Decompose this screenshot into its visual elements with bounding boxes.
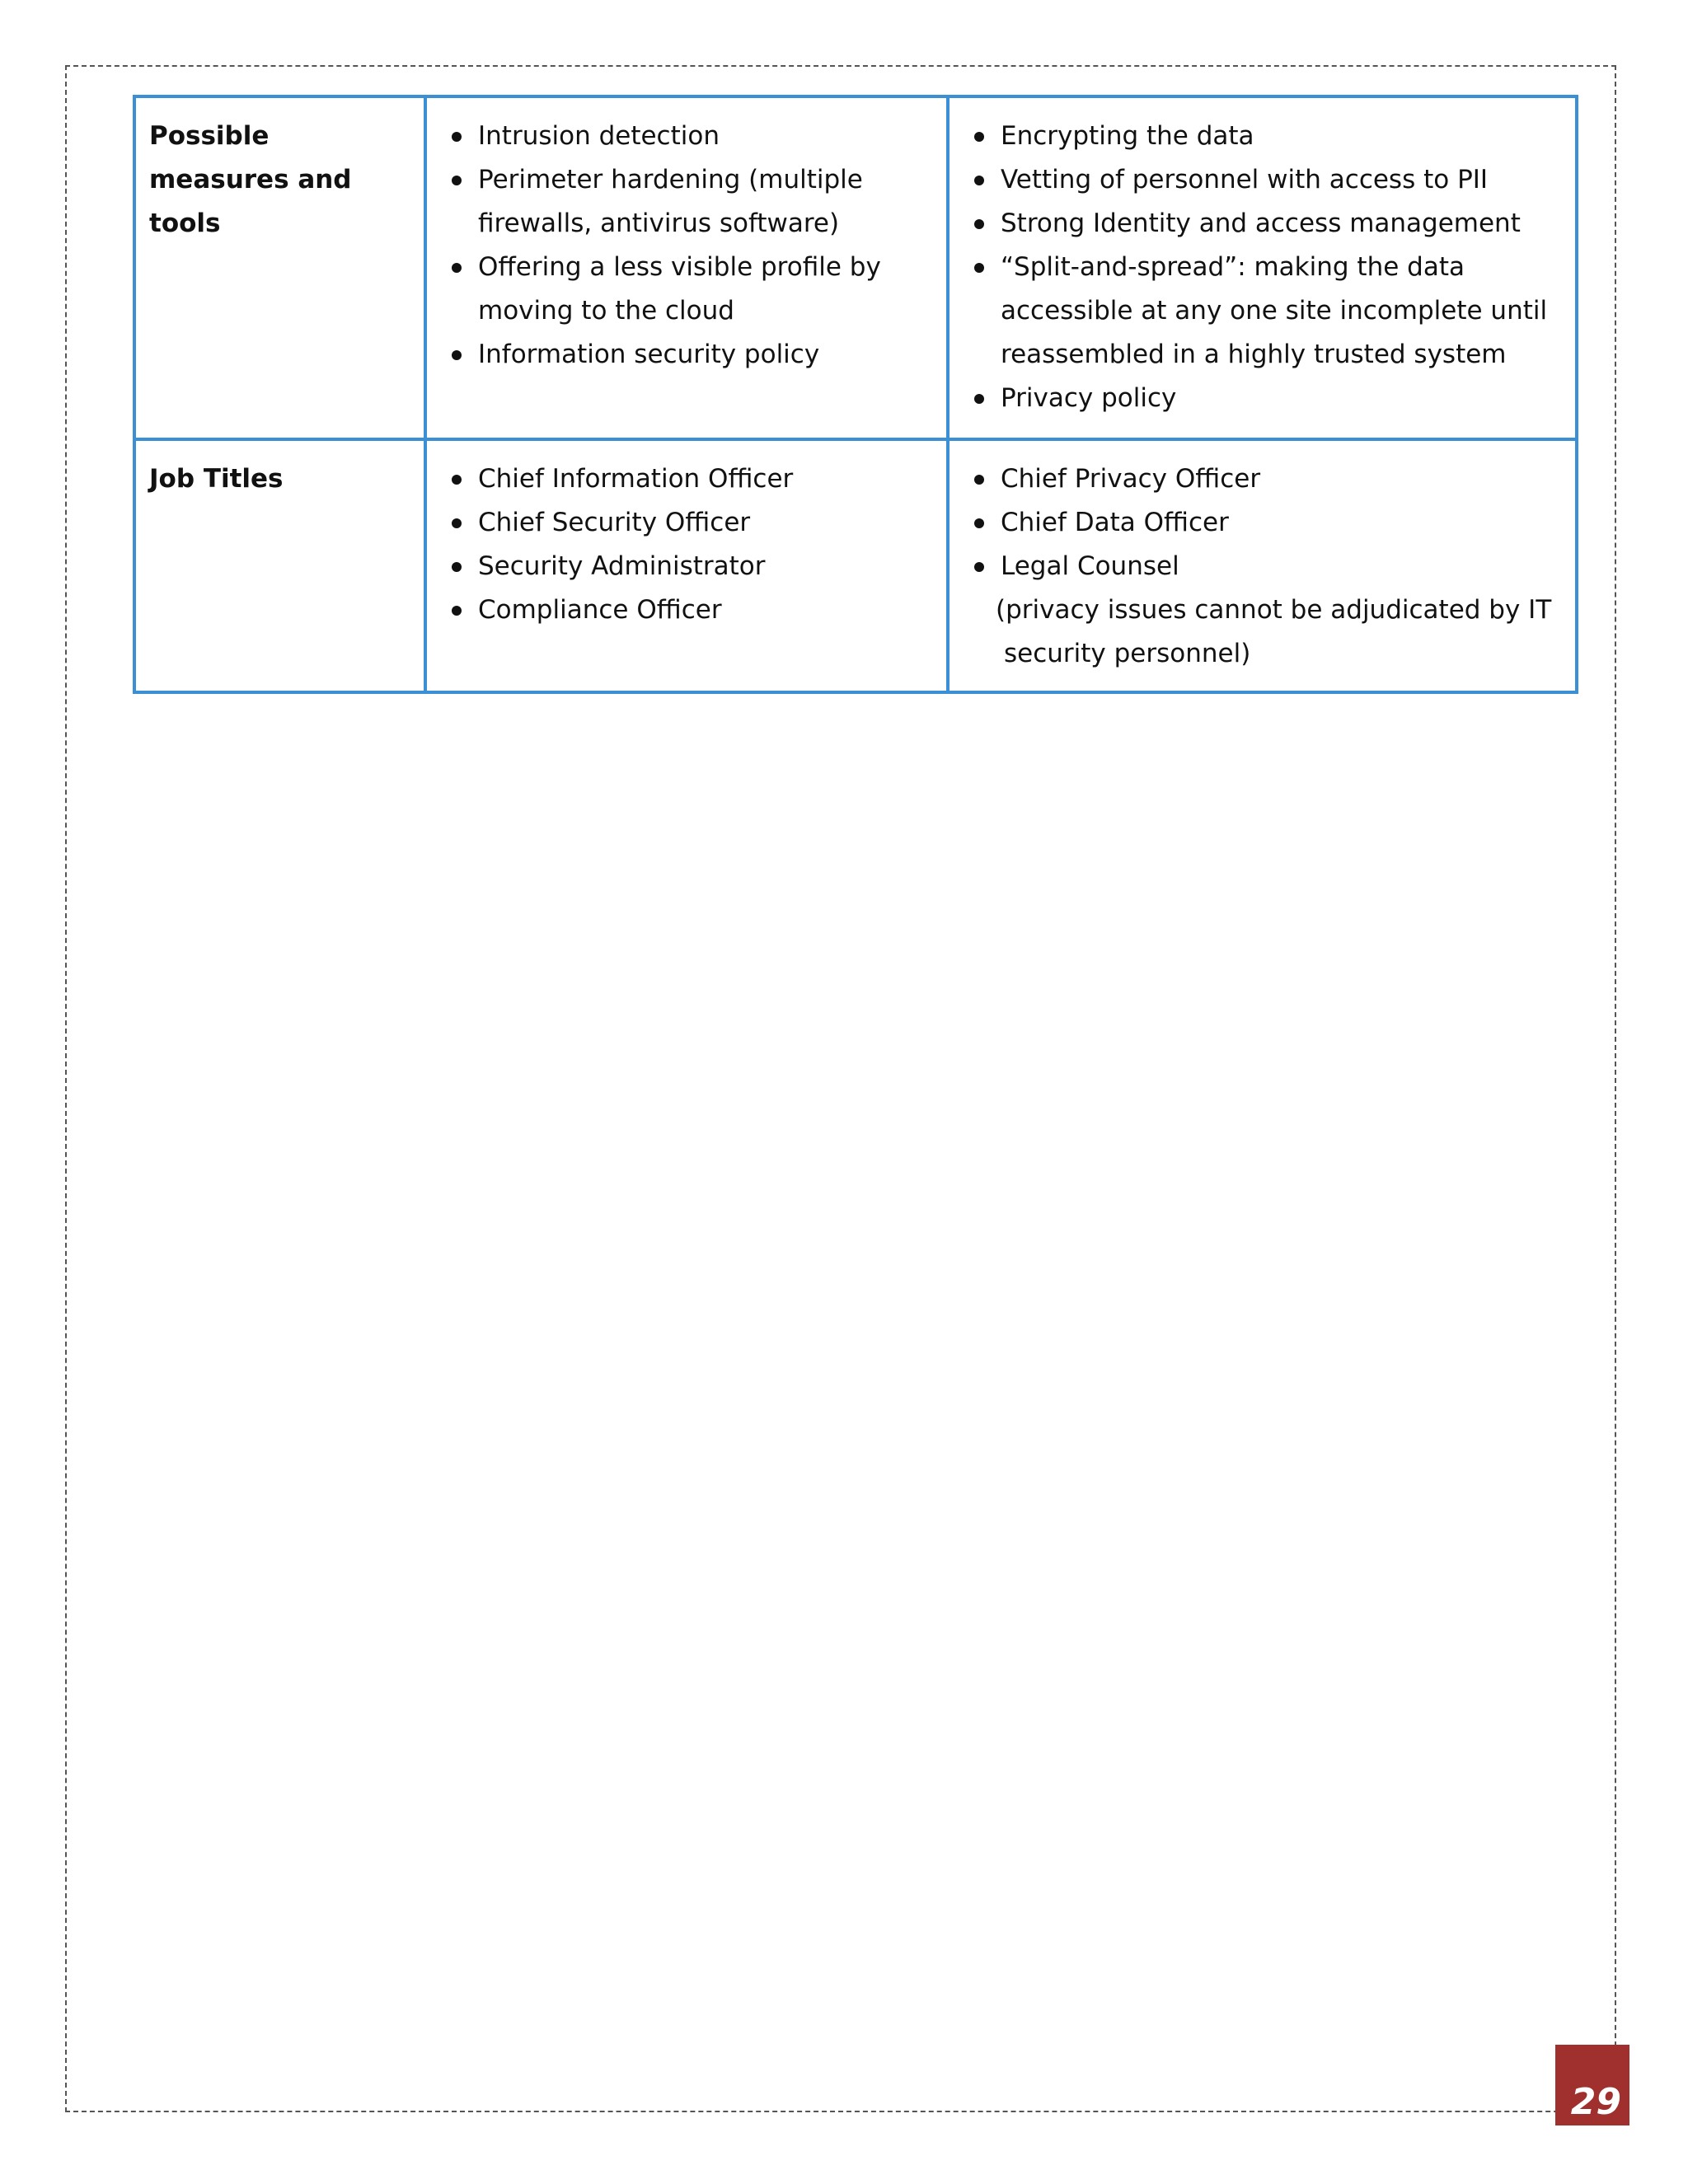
- bullet-icon: [974, 219, 984, 229]
- bullet-icon: [452, 350, 462, 360]
- table-row-job-titles: [134, 439, 1577, 692]
- list-item: Offering a less visible profile by moving to the cloud: [450, 246, 938, 333]
- list-item: Chief Privacy Officer: [973, 457, 1567, 501]
- security-job-titles-cell: [425, 439, 948, 692]
- list-item: Legal Counsel: [973, 545, 1567, 588]
- bullet-icon: [974, 394, 984, 404]
- list-item: Vetting of personnel with access to PII: [973, 158, 1567, 202]
- security-job-titles-list: [450, 457, 938, 632]
- privacy-job-titles-cell: [948, 439, 1577, 692]
- list-item: Security Administrator: [450, 545, 938, 588]
- table-row-measures: [134, 96, 1577, 439]
- row-label-measures: Possible measures and tools: [134, 96, 425, 439]
- privacy-job-titles-list: [973, 457, 1567, 588]
- comparison-table: [133, 95, 1578, 694]
- privacy-note: (privacy issues cannot be adjudicated by IT security personnel): [996, 595, 1552, 668]
- list-item: “Split-and-spread”: making the data accessible at any one site incomplete until reassembled in a highly trusted system: [973, 246, 1567, 377]
- bullet-icon: [974, 132, 984, 142]
- bullet-icon: [974, 176, 984, 185]
- list-item: Strong Identity and access management: [973, 202, 1567, 246]
- list-item: Chief Information Officer: [450, 457, 938, 501]
- page-number-badge: [1555, 2045, 1629, 2125]
- bullet-icon: [974, 518, 984, 528]
- bullet-icon: [452, 475, 462, 485]
- list-item: Chief Security Officer: [450, 501, 938, 545]
- bullet-icon: [452, 606, 462, 616]
- bullet-icon: [974, 475, 984, 485]
- bullet-icon: [974, 562, 984, 572]
- security-measures-cell: [425, 96, 948, 439]
- row-label-job-titles: Job Titles: [134, 439, 425, 692]
- privacy-measures-cell: [948, 96, 1577, 439]
- list-item: Information security policy: [450, 333, 938, 377]
- security-measures-list: [450, 115, 938, 377]
- bullet-icon: [452, 132, 462, 142]
- bullet-icon: [452, 518, 462, 528]
- bullet-icon: [974, 263, 984, 273]
- list-item: Chief Data Officer: [973, 501, 1567, 545]
- privacy-measures-list: [973, 115, 1567, 420]
- list-item: Compliance Officer: [450, 588, 938, 632]
- list-item: Intrusion detection: [450, 115, 938, 158]
- list-item: Perimeter hardening (multiple firewalls, antivirus software): [450, 158, 938, 246]
- bullet-icon: [452, 263, 462, 273]
- bullet-icon: [452, 562, 462, 572]
- list-item: Privacy policy: [973, 377, 1567, 420]
- bullet-icon: [452, 176, 462, 185]
- page-number: 29: [1570, 2081, 1621, 2123]
- list-item: Encrypting the data: [973, 115, 1567, 158]
